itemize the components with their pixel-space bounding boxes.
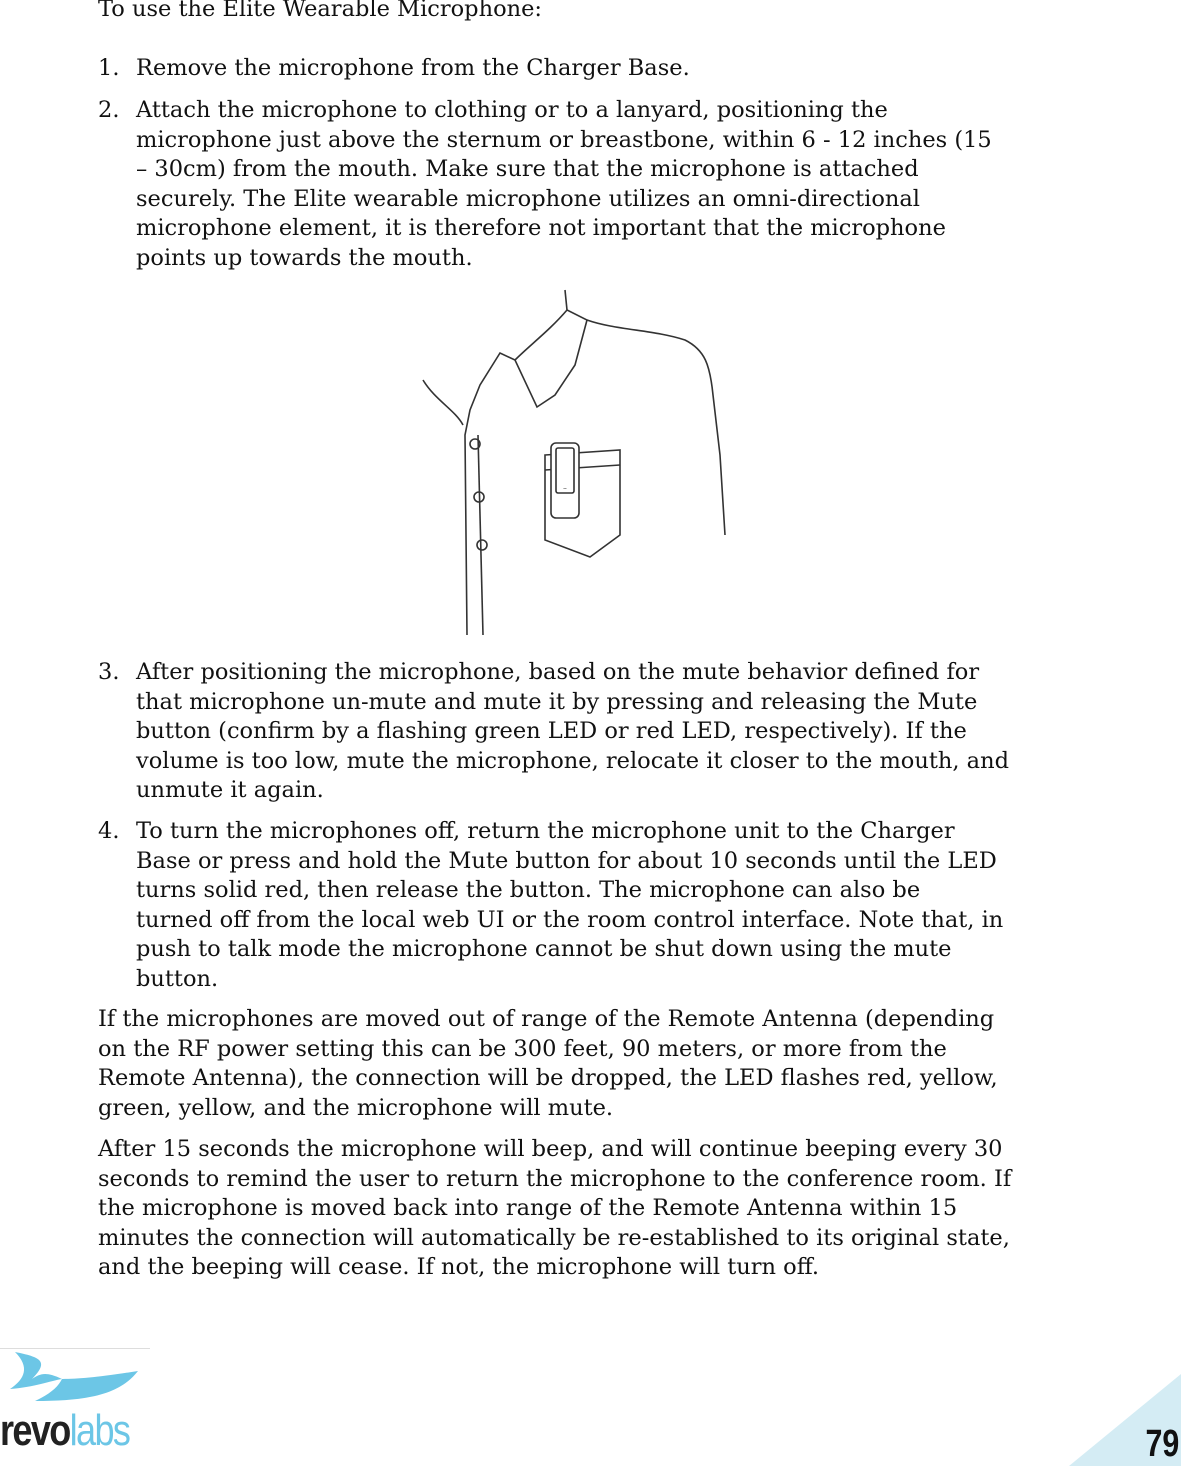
step-number: 2. (98, 97, 120, 123)
text-line: on the RF power setting this can be 300 feet, 90 meters, or more from the (98, 1035, 947, 1062)
step-number: 4. (98, 818, 120, 844)
text-line: – 30cm) from the mouth. Make sure that the microphone is attached (136, 156, 919, 182)
text-line: button. (136, 965, 219, 992)
step-text (136, 658, 1009, 806)
logo-wing-icon (0, 1349, 150, 1409)
text-line: button (confirm by a flashing green LED or red LED, respectively). If the (136, 718, 967, 744)
text-line: If the microphones are moved out of range of the Remote Antenna (depending (98, 1006, 995, 1032)
text-line: seconds to remind the user to return the microphone to the conference room. If (98, 1165, 1012, 1192)
beeping-paragraph (98, 1135, 1011, 1283)
text-line: push to talk mode the microphone cannot be shut down using the mute (136, 936, 952, 962)
logo-text-revo: revo (0, 1406, 70, 1455)
text-line: unmute it again. (136, 777, 324, 803)
text-line: Remote Antenna), the connection will be dropped, the LED flashes red, yellow, (98, 1065, 998, 1091)
step-text (136, 54, 690, 84)
text-line: Remove the microphone from the Charger Base. (136, 55, 690, 81)
text-line: microphone element, it is therefore not important that the microphone (136, 215, 946, 241)
shirt-with-microphone-illustration (415, 285, 735, 640)
text-line: turned off from the local web UI or the room control interface. Note that, in (136, 906, 1004, 933)
text-line: Base or press and hold the Mute button for about 10 seconds until the LED (136, 847, 997, 874)
page-number: 79 (1145, 1423, 1179, 1465)
text-line: After positioning the microphone, based on the mute behavior defined for (136, 659, 980, 685)
text-line: After 15 seconds the microphone will beep, and will continue beeping every 30 (98, 1136, 1003, 1162)
text-line: securely. The Elite wearable microphone utilizes an omni-directional (136, 185, 920, 212)
intro-text: To use the Elite Wearable Microphone: (98, 0, 543, 22)
text-line: turns solid red, then release the button. The microphone can also be (136, 877, 921, 903)
step-text (136, 817, 1003, 994)
logo-text-labs: labs (69, 1406, 130, 1455)
step-number: 3. (98, 659, 120, 685)
text-line: minutes the connection will automatically be re-established to its original state, (98, 1224, 1010, 1251)
text-line: microphone just above the sternum or breastbone, within 6 - 12 inches (15 (136, 126, 992, 153)
out-of-range-paragraph (98, 1005, 998, 1123)
step-number: 1. (98, 55, 120, 81)
revolabs-logo (0, 1348, 158, 1453)
text-line: volume is too low, mute the microphone, relocate it closer to the mouth, and (136, 747, 1009, 774)
text-line: To turn the microphones off, return the microphone unit to the Charger (136, 818, 955, 844)
text-line: the microphone is moved back into range of the Remote Antenna within 15 (98, 1195, 958, 1221)
text-line: Attach the microphone to clothing or to a lanyard, positioning the (136, 97, 888, 123)
text-line: that microphone un-mute and mute it by pressing and releasing the Mute (136, 688, 978, 715)
text-line: points up towards the mouth. (136, 244, 473, 271)
text-line: green, yellow, and the microphone will mute. (98, 1094, 614, 1121)
step-text (136, 96, 992, 273)
mic-logo-mark: ~ (562, 486, 568, 492)
text-line: and the beeping will cease. If not, the microphone will turn off. (98, 1254, 820, 1280)
